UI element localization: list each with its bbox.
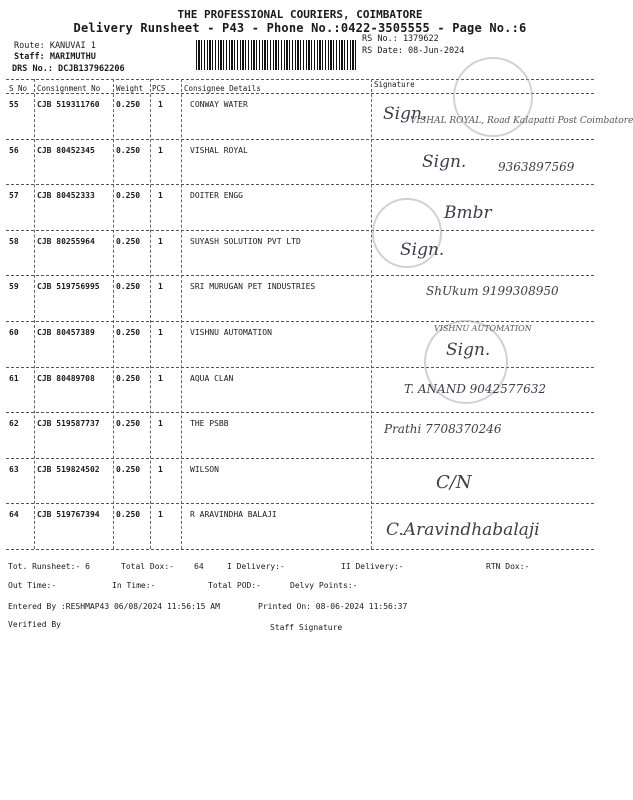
row-separator bbox=[6, 503, 594, 504]
signature-row-59: ShUkum 9199308950 bbox=[426, 284, 559, 298]
rs-date: RS Date: 08-Jun-2024 bbox=[362, 46, 465, 56]
row-consignee: WILSON bbox=[190, 464, 219, 474]
signature-row-57: Bmbr bbox=[444, 203, 492, 223]
row-separator bbox=[6, 275, 594, 276]
row-weight: 0.250 bbox=[116, 100, 141, 109]
row-pcs: 1 bbox=[158, 419, 163, 429]
signature-row-63: C/N bbox=[436, 472, 472, 493]
row-consignment: CJB 80452345 bbox=[37, 145, 95, 155]
row-consignee: VISHAL ROYAL bbox=[190, 145, 248, 155]
row-sno: 61 bbox=[9, 373, 19, 383]
stamp-text-row-60: VISHNU AUTOMATION bbox=[434, 324, 532, 333]
col-header-consignee: Consignee Details bbox=[184, 84, 261, 93]
row-pcs: 1 bbox=[158, 191, 163, 201]
signature-row-55: Sign. bbox=[383, 104, 428, 124]
row-pcs: 1 bbox=[158, 236, 163, 246]
col-header-consignment: Consignment No bbox=[37, 84, 101, 93]
row-consignee: VISHNU AUTOMATION bbox=[190, 328, 272, 337]
ii-delivery: II Delivery:- bbox=[341, 562, 404, 571]
entered-by: Entered By :RESHMAP43 06/08/2024 11:56:15 AM bbox=[8, 602, 220, 611]
row-weight: 0.250 bbox=[116, 328, 141, 337]
row-consignment: CJB 519824502 bbox=[37, 464, 100, 474]
row-sno: 60 bbox=[9, 328, 19, 337]
row-consignment: CJB 80457389 bbox=[37, 328, 95, 337]
row-sno: 58 bbox=[9, 236, 19, 246]
row-weight: 0.250 bbox=[116, 510, 141, 520]
total-runsheet: Tot. Runsheet:- 6 bbox=[8, 562, 90, 571]
company-title: THE PROFESSIONAL COURIERS, COIMBATORE bbox=[177, 8, 423, 21]
row-sno: 63 bbox=[9, 464, 19, 474]
row-weight: 0.250 bbox=[116, 191, 141, 201]
col-divider bbox=[181, 79, 182, 549]
row-sno: 57 bbox=[9, 191, 19, 201]
row-consignment: CJB 80489708 bbox=[37, 373, 95, 383]
row-consignee: CONWAY WATER bbox=[190, 100, 248, 109]
in-time: In Time:- bbox=[112, 581, 156, 590]
row-sno: 59 bbox=[9, 282, 19, 292]
signature-row-64: C.Aravindhabalaji bbox=[386, 520, 540, 540]
row-separator bbox=[6, 139, 594, 140]
row-consignment: CJB 519756995 bbox=[37, 282, 100, 292]
row-weight: 0.250 bbox=[116, 282, 141, 292]
row-pcs: 1 bbox=[158, 100, 163, 109]
col-divider bbox=[113, 79, 114, 549]
rs-number: RS No.: 1379622 bbox=[362, 34, 439, 44]
stamp-text-row-55: VISHAL ROYAL, Road Kalapatti Post Coimbatore bbox=[410, 116, 633, 126]
col-divider bbox=[371, 79, 372, 549]
signature-row-56: Sign. bbox=[422, 152, 467, 172]
delvy-points: Delvy Points:- bbox=[290, 581, 358, 590]
row-consignee: SRI MURUGAN PET INDUSTRIES bbox=[190, 282, 316, 292]
row-separator bbox=[6, 412, 594, 413]
out-time: Out Time:- bbox=[8, 581, 57, 590]
drs-number: DRS No.: DCJB137962206 bbox=[12, 64, 125, 74]
row-separator bbox=[6, 230, 594, 231]
col-header-sno: S No bbox=[9, 84, 28, 93]
row-pcs: 1 bbox=[158, 373, 163, 383]
row-consignment: CJB 80255964 bbox=[37, 236, 95, 246]
row-pcs: 1 bbox=[158, 145, 163, 155]
row-weight: 0.250 bbox=[116, 236, 141, 246]
signature-row-60: Sign. bbox=[446, 340, 491, 360]
col-header-signature: Signature bbox=[374, 80, 415, 89]
row-separator bbox=[6, 321, 594, 322]
signature-row-61: T. ANAND 9042577632 bbox=[404, 382, 546, 396]
col-header-pcs: PCS bbox=[152, 84, 166, 93]
runsheet-subtitle: Delivery Runsheet - P43 - Phone No.:0422-3505555 - Page No.:6 bbox=[73, 21, 527, 35]
row-consignment: CJB 519587737 bbox=[37, 419, 100, 429]
row-weight: 0.250 bbox=[116, 419, 141, 429]
total-pod: Total POD:- bbox=[208, 581, 261, 590]
signature-row-62: Prathi 7708370246 bbox=[384, 422, 502, 436]
row-sno: 55 bbox=[9, 100, 19, 109]
row-weight: 0.250 bbox=[116, 373, 141, 383]
row-pcs: 1 bbox=[158, 510, 163, 520]
barcode bbox=[196, 40, 356, 70]
row-pcs: 1 bbox=[158, 464, 163, 474]
row-consignee: AQUA CLAN bbox=[190, 373, 234, 383]
signature-row-58: Sign. bbox=[400, 240, 445, 260]
i-delivery: I Delivery:- bbox=[227, 562, 285, 571]
row-consignment: CJB 519311760 bbox=[37, 100, 100, 109]
row-sno: 64 bbox=[9, 510, 19, 520]
phone-row-56: 9363897569 bbox=[498, 160, 575, 174]
row-consignment: CJB 80452333 bbox=[37, 191, 95, 201]
row-pcs: 1 bbox=[158, 282, 163, 292]
col-header-weight: Weight bbox=[116, 84, 144, 93]
row-separator bbox=[6, 549, 594, 550]
row-consignee: R ARAVINDHA BALAJI bbox=[190, 510, 277, 520]
rtn-dox: RTN Dox:- bbox=[486, 562, 530, 571]
printed-on: Printed On: 08-06-2024 11:56:37 bbox=[258, 602, 408, 611]
col-divider bbox=[34, 79, 35, 549]
col-divider bbox=[150, 79, 151, 549]
row-weight: 0.250 bbox=[116, 464, 141, 474]
row-consignment: CJB 519767394 bbox=[37, 510, 100, 520]
row-consignee: THE PSBB bbox=[190, 419, 229, 429]
row-consignee: DOITER ENGG bbox=[190, 191, 243, 201]
row-pcs: 1 bbox=[158, 328, 163, 337]
row-weight: 0.250 bbox=[116, 145, 141, 155]
row-separator bbox=[6, 458, 594, 459]
verified-by: Verified By bbox=[8, 620, 61, 629]
row-consignee: SUYASH SOLUTION PVT LTD bbox=[190, 236, 301, 246]
row-separator bbox=[6, 184, 594, 185]
row-sno: 56 bbox=[9, 145, 19, 155]
total-dox-label: Total Dox:- bbox=[121, 562, 174, 571]
route-label: Route: KANUVAI 1 bbox=[14, 41, 96, 51]
staff-label: Staff: MARIMUTHU bbox=[14, 52, 96, 62]
total-dox-value: 64 bbox=[194, 562, 204, 571]
row-sno: 62 bbox=[9, 419, 19, 429]
staff-signature: Staff Signature bbox=[270, 623, 343, 632]
